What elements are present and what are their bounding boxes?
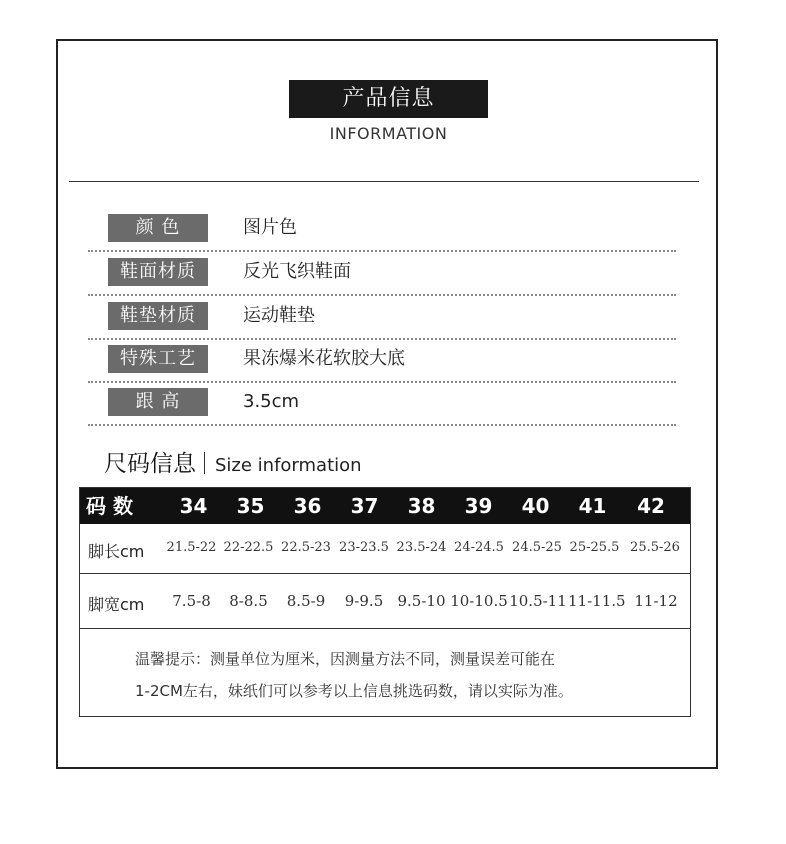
foot-width-cell: 7.5-8 xyxy=(172,592,211,610)
size-header-cell: 39 xyxy=(464,494,493,518)
page-title: 产品信息 xyxy=(289,80,488,118)
foot-width-row xyxy=(80,574,690,628)
foot-length-cell: 24.5-25 xyxy=(512,540,562,555)
attribute-value: 运动鞋垫 xyxy=(243,305,315,326)
foot-width-cell: 9-9.5 xyxy=(344,592,384,610)
attribute-row-heel-height xyxy=(88,382,678,426)
size-header-cell: 41 xyxy=(578,494,607,518)
foot-width-label: 脚宽cm xyxy=(88,595,145,614)
size-header-cell: 42 xyxy=(637,494,665,518)
size-header-cell: 35 xyxy=(236,494,265,518)
foot-length-row xyxy=(80,524,690,573)
foot-width-cell: 8-8.5 xyxy=(229,592,268,610)
size-header-cell: 37 xyxy=(350,494,379,518)
size-header-cell: 34 xyxy=(179,494,208,518)
size-title-en: Size information xyxy=(215,455,362,476)
foot-width-cell: 10-10.5 xyxy=(450,592,508,610)
foot-length-cell: 22-22.5 xyxy=(223,540,274,555)
size-table-header xyxy=(80,488,690,524)
size-section-heading xyxy=(104,448,362,480)
size-title-cn: 尺码信息 xyxy=(104,451,196,477)
attribute-label: 跟 高 xyxy=(108,388,208,416)
foot-length-cell: 25-25.5 xyxy=(569,540,620,555)
foot-length-cell: 23-23.5 xyxy=(339,540,389,555)
attribute-label: 鞋垫材质 xyxy=(108,302,208,330)
size-header-label: 码 数 xyxy=(86,494,133,518)
foot-length-cell: 22.5-23 xyxy=(281,540,331,555)
note-line-1: 温馨提示：测量单位为厘米，因测量方法不同，测量误差可能在 xyxy=(135,650,556,668)
title-divider xyxy=(69,181,699,182)
heading-separator xyxy=(204,452,205,474)
attribute-row-insole-material xyxy=(88,296,678,340)
foot-length-cell: 21.5-22 xyxy=(166,540,217,555)
attribute-row-color xyxy=(88,208,678,252)
size-table xyxy=(79,487,691,717)
dotted-divider xyxy=(88,424,676,426)
note-line-2: 1-2CM左右，妹纸们可以参考以上信息挑选码数，请以实际为准。 xyxy=(135,682,573,700)
attribute-row-upper-material xyxy=(88,252,678,296)
attribute-row-special-process xyxy=(88,339,678,383)
table-row-divider xyxy=(80,628,690,629)
foot-width-cell: 10.5-11 xyxy=(509,592,567,610)
foot-width-cell: 11-12 xyxy=(634,592,678,610)
attribute-label: 鞋面材质 xyxy=(108,258,208,286)
foot-width-cell: 9.5-10 xyxy=(397,592,446,610)
foot-length-cell: 25.5-26 xyxy=(630,540,680,555)
foot-length-cell: 23.5-24 xyxy=(396,540,447,555)
foot-length-label: 脚长cm xyxy=(88,542,145,561)
attribute-label: 特殊工艺 xyxy=(108,345,208,373)
page-subtitle: INFORMATION xyxy=(329,124,448,143)
foot-width-cell: 11-11.5 xyxy=(568,592,626,610)
foot-width-cell: 8.5-9 xyxy=(286,592,326,610)
size-header-cell: 40 xyxy=(521,494,550,518)
attribute-value: 3.5cm xyxy=(243,391,300,412)
size-header-cell: 38 xyxy=(407,494,436,518)
attribute-value: 图片色 xyxy=(243,217,297,238)
attribute-value: 反光飞织鞋面 xyxy=(243,261,351,282)
attribute-label: 颜 色 xyxy=(108,214,208,242)
attribute-value: 果冻爆米花软胶大底 xyxy=(243,348,405,369)
size-header-cell: 36 xyxy=(293,494,322,518)
foot-length-cell: 24-24.5 xyxy=(454,540,504,555)
